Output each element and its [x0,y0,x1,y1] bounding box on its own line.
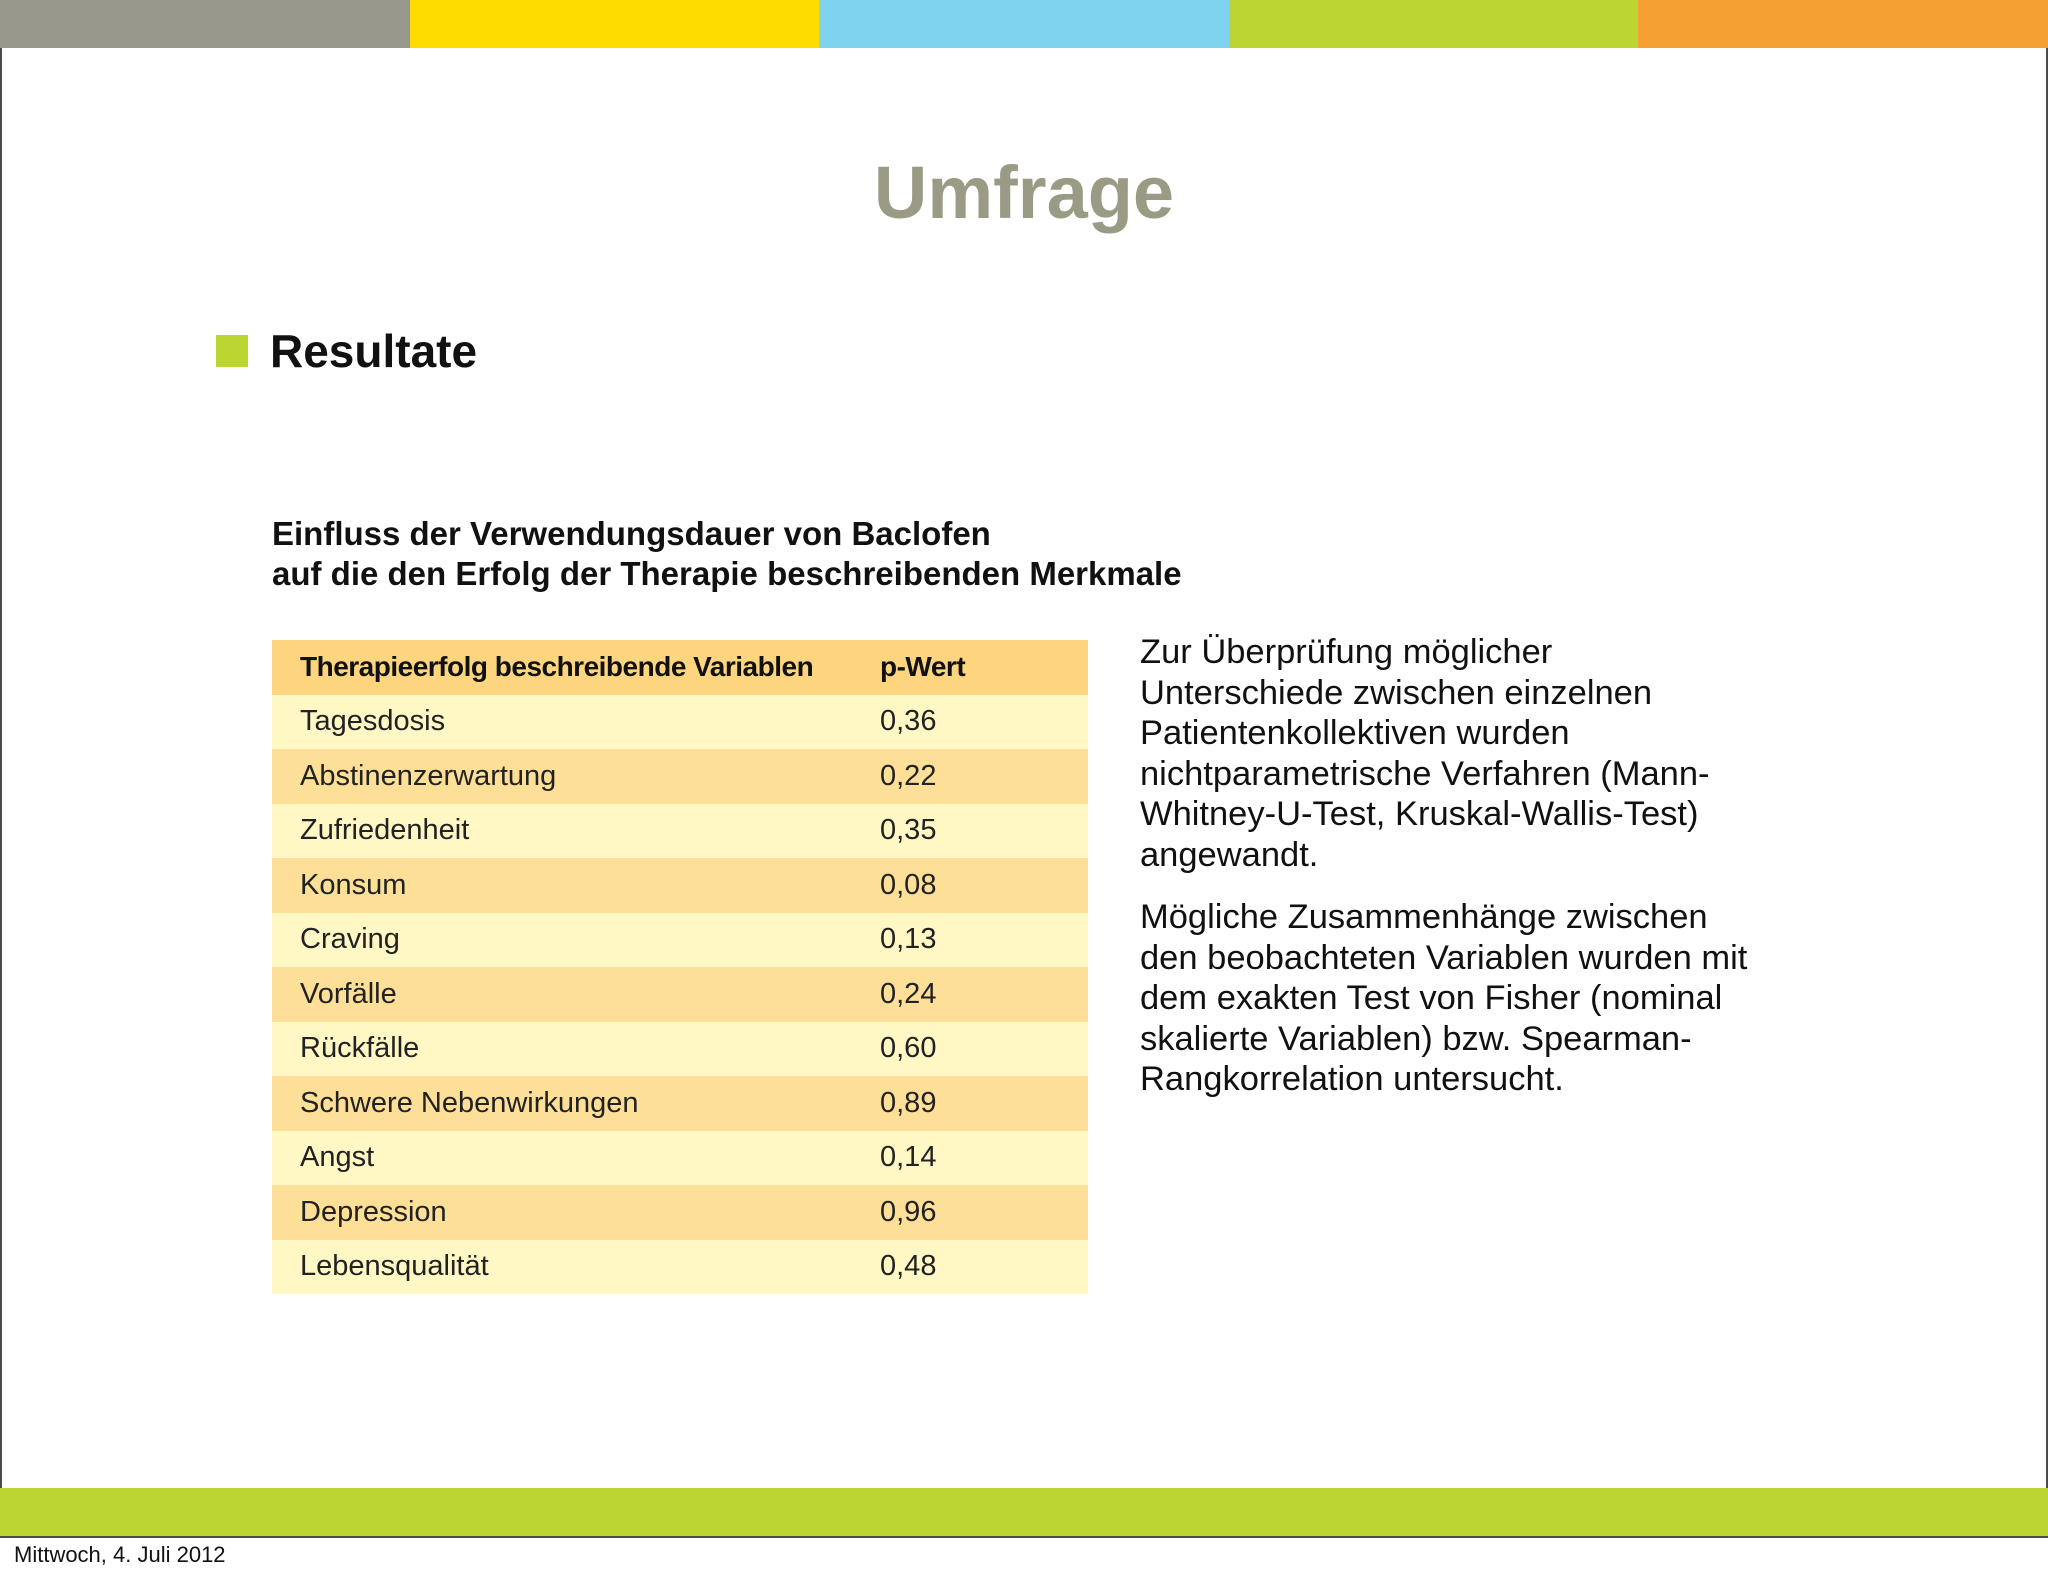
table-row [272,695,1088,750]
p-value-cell: 0,08 [880,868,937,901]
p-value-cell: 0,22 [880,759,937,792]
p-value-cell: 0,48 [880,1250,937,1283]
variable-cell: Craving [300,923,400,956]
table-row [272,804,1088,859]
explanation-paragraph-1: Zur Überprüfung möglicher Unterschiede zwischen einzelnen Patientenkollektiven wurden nichtparametrische Verfahren (Mann-Whitney-U-Test, Kruskal-Wallis-Test) angewandt. [1140,633,1710,874]
explanation-paragraph-2: Mögliche Zusammenhänge zwischen den beobachteten Variablen wurden mit dem exakten Test von Fisher (nominal skalierte Variablen) bzw. Spearman-Rangkorrelation untersucht. [1140,898,1748,1098]
table-row [272,749,1088,804]
table-caption [272,514,1182,594]
p-value-cell: 0,89 [880,1086,937,1119]
variable-cell: Angst [300,1141,375,1174]
square-bullet-icon [216,335,248,367]
top-bar-segment-orange [1638,0,2048,48]
section-label: Resultate [270,325,478,377]
variable-cell: Rückfälle [300,1032,420,1065]
p-value-cell: 0,13 [880,923,937,956]
section-heading [216,324,477,378]
table-row [272,1022,1088,1077]
table-caption-line-1: Einfluss der Verwendungsdauer von Baclofen [272,515,991,552]
table-row [272,913,1088,968]
top-bar-segment-blue [819,0,1229,48]
p-value-cell: 0,36 [880,705,937,738]
variable-cell: Schwere Nebenwirkungen [300,1086,639,1119]
variable-cell: Vorfälle [300,977,397,1010]
column-header-variable: Therapieerfolg beschreibende Variablen [300,651,814,683]
top-color-bar [0,0,2048,48]
table-caption-line-2: auf die den Erfolg der Therapie beschreibenden Merkmale [272,555,1182,592]
top-bar-segment-gray [0,0,410,48]
p-value-cell: 0,35 [880,814,937,847]
p-value-cell: 0,60 [880,1032,937,1065]
table-body [272,695,1088,1295]
table-row [272,1240,1088,1295]
slide-title: Umfrage [873,151,1175,234]
column-header-p-value: p-Wert [880,651,966,683]
variable-cell: Depression [300,1195,447,1228]
p-value-cell: 0,14 [880,1141,937,1174]
method-explanation [1140,632,1760,1100]
table-row [272,1076,1088,1131]
results-table [272,640,1088,1294]
table-header-row [272,640,1088,695]
variable-cell: Konsum [300,868,407,901]
table-row [272,1185,1088,1240]
variable-cell: Lebensqualität [300,1250,489,1283]
variable-cell: Abstinenzerwartung [300,759,557,792]
p-value-cell: 0,24 [880,977,937,1010]
bottom-color-bar [0,1488,2048,1536]
table-row [272,967,1088,1022]
table-row [272,858,1088,913]
top-bar-segment-yellow [410,0,820,48]
p-value-cell: 0,96 [880,1195,937,1228]
top-bar-segment-green [1229,0,1639,48]
footer-date: Mittwoch, 4. Juli 2012 [14,1542,226,1567]
variable-cell: Tagesdosis [300,705,446,738]
variable-cell: Zufriedenheit [300,814,470,847]
table-row [272,1131,1088,1186]
